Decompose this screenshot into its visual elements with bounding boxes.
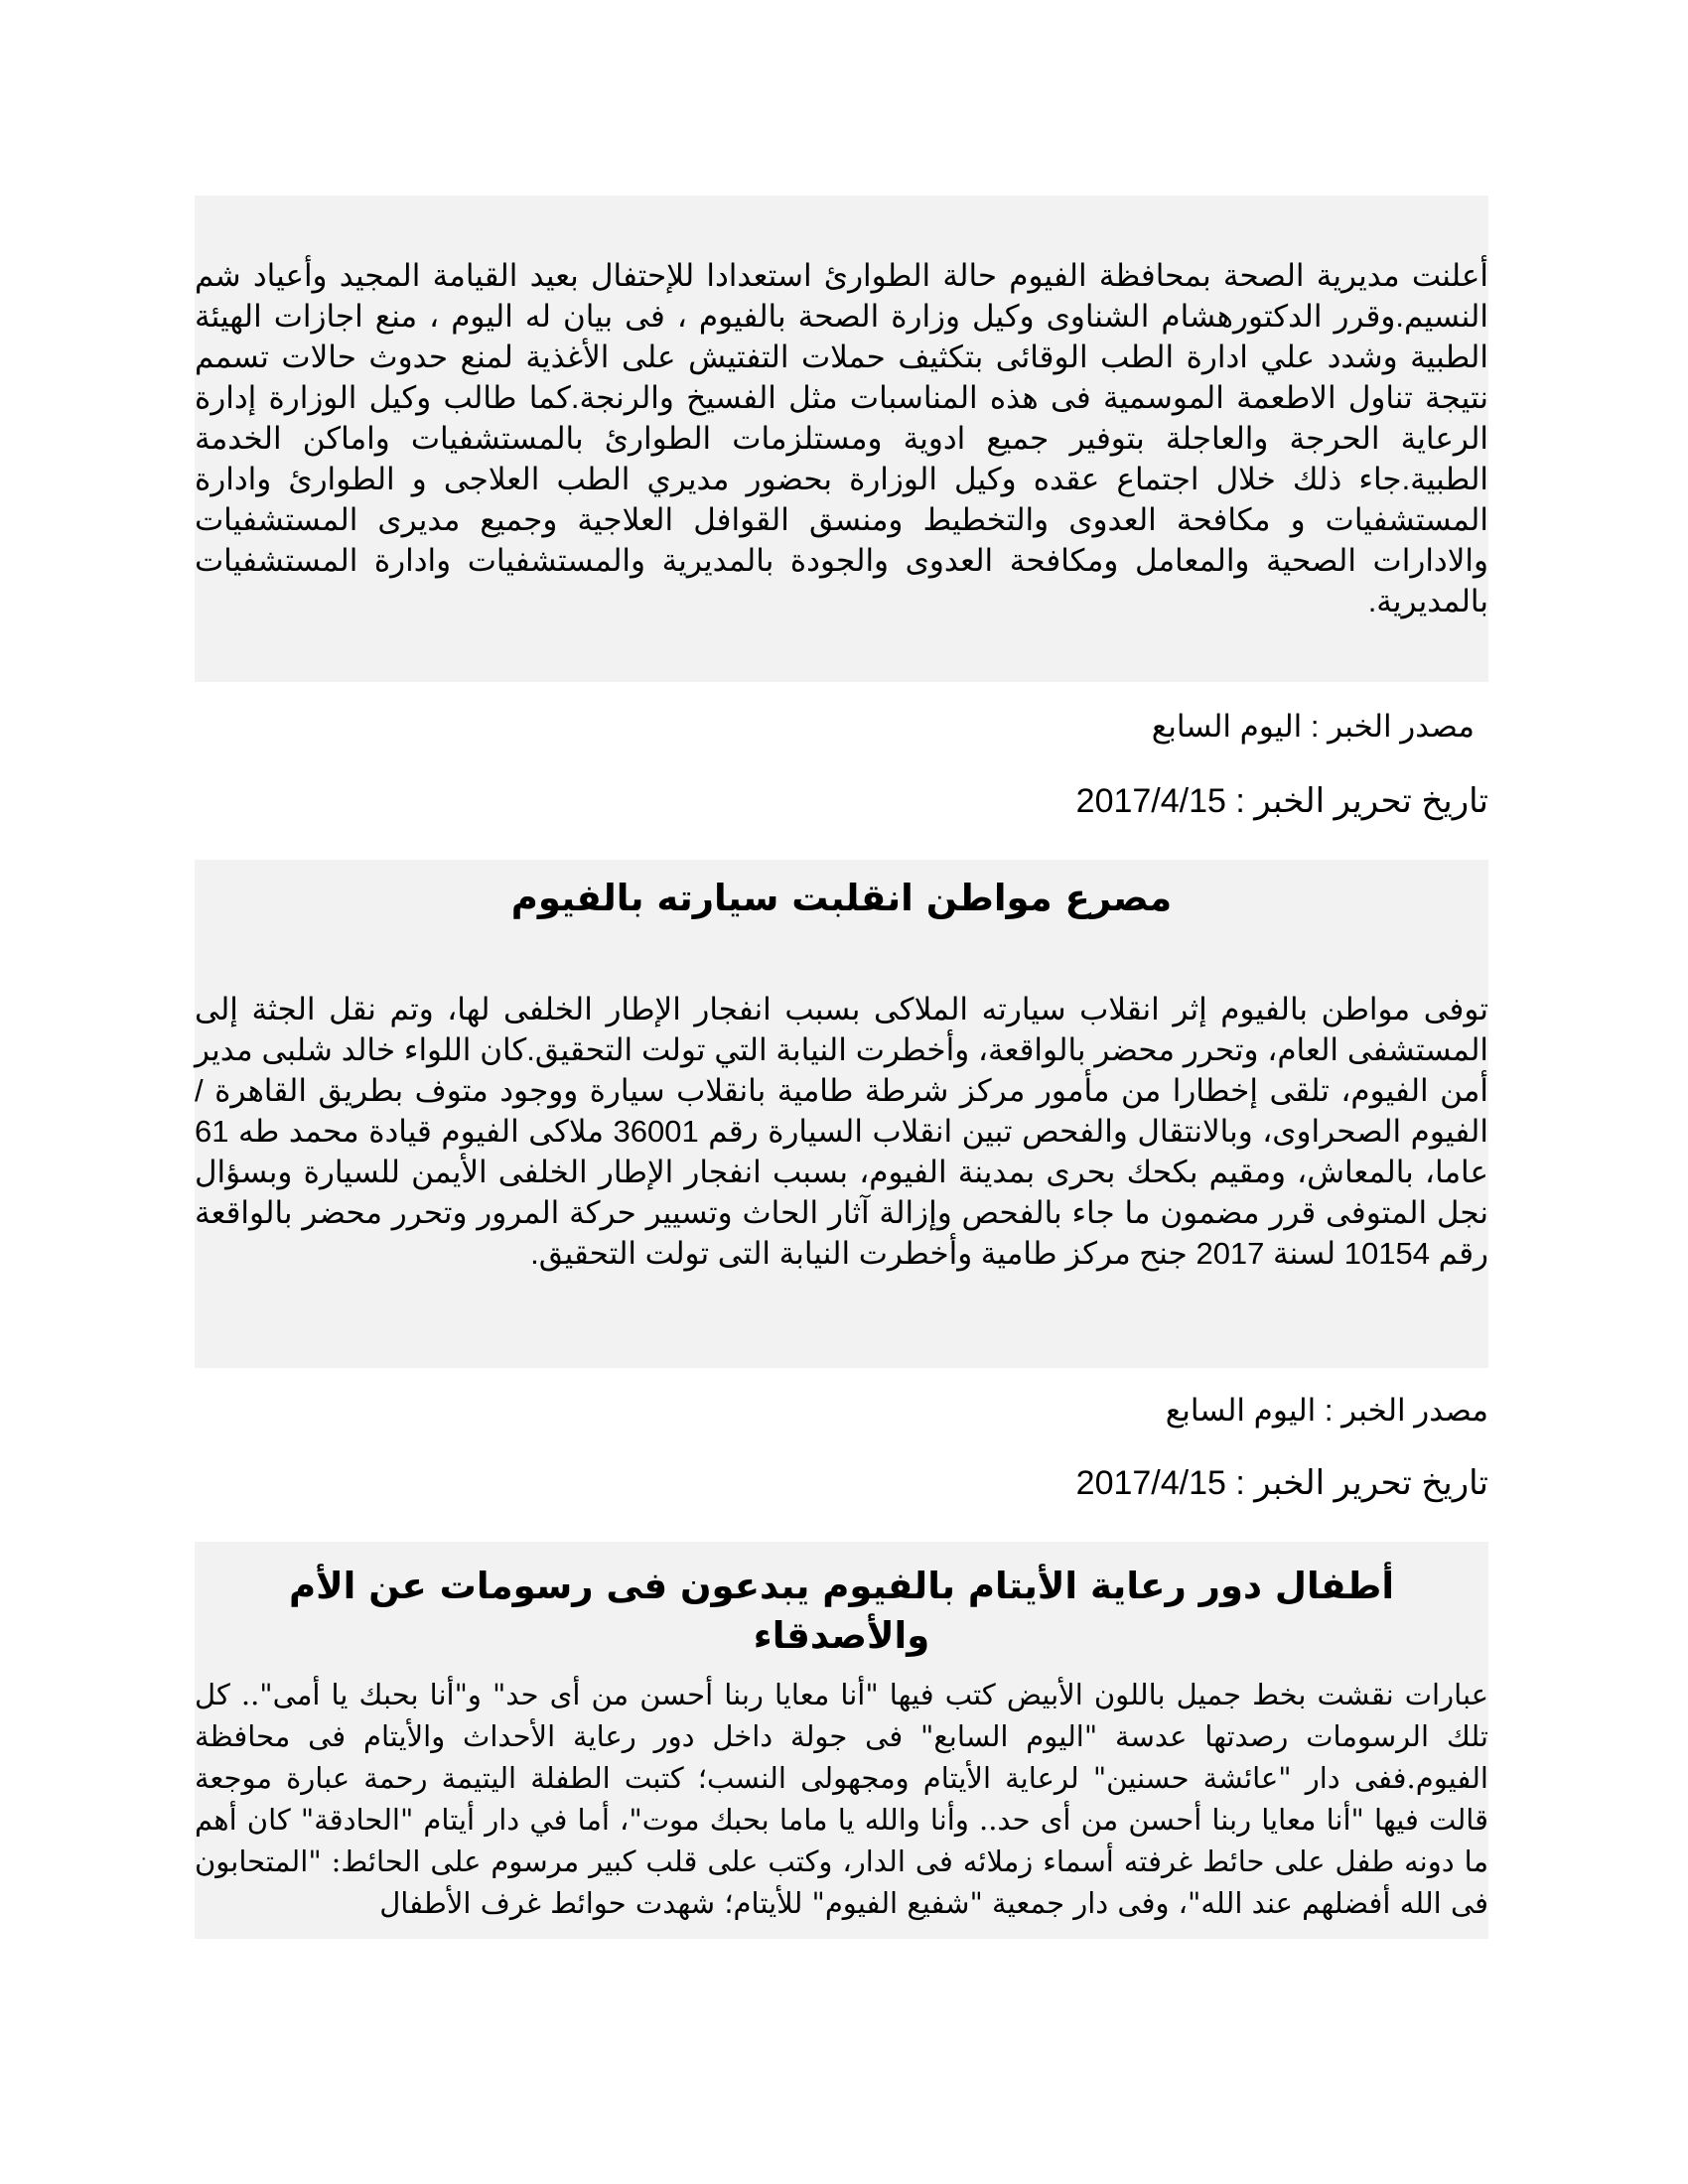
article-1-date-label: تاريخ تحرير الخبر : <box>1235 782 1488 820</box>
article-2-source-label: مصدر الخبر : <box>1324 1393 1488 1428</box>
article-3-body: عبارات نقشت بخط جميل باللون الأبيض كتب فيها "أنا معايا ربنا أحسن من أى حد" و"أنا بحبك يا أمى".. كل تلك الرسومات رصدتها عدسة "اليوم السابع" فى جولة داخل دور رعاية الأحداث والأيتام فى محافظة الفيوم.ففى دار "عائشة حسنين" لرعاية الأيتام ومجهولى النسب؛ كتبت الطفلة اليتيمة رحمة عبارة موجعة قالت فيها "أنا معايا ربنا أحسن من أى حد.. وأنا والله يا ماما بحبك موت"، أما في دار أيتام "الحادقة" كان أهم ما دونه طفل على حائط غرفته أسماء زملائه فى الدار، وكتب على قلب كبير مرسوم على الحائط: "المتحابون فى الله أفضلهم عند الله"، وفى دار جمعية "شفيع الفيوم" للأيتام؛ شهدت حوائط غرف الأطفال <box>195 1678 1488 1920</box>
article-2-source <box>1166 1391 1488 1431</box>
article-2-body: توفى مواطن بالفيوم إثر انقلاب سيارته الملاكى بسبب انفجار الإطار الخلفى لها، وتم نقل الجثة إلى المستشفى العام، وتحرر محضر بالواقعة، وأخطرت النيابة التي تولت التحقيق.كان اللواء خالد شلبى مدير أمن الفيوم، تلقى إخطارا من مأمور مركز شرطة طامية بانقلاب سيارة ووجود متوف بطريق القاهرة / الفيوم الصحراوى، وبالانتقال والفحص تبين انقلاب السيارة رقم 36001 ملاكى الفيوم قيادة محمد طه 61 عاما، بالمعاش، ومقيم بكحك بحرى بمدينة الفيوم، بسبب انفجار الإطار الخلفى الأيمن للسيارة وبسؤال نجل المتوفى قرر مضمون ما جاء بالفحص وإزالة آثار الحاث وتسيير حركة المرور وتحرر محضر بالواقعة رقم 10154 لسنة 2017 جنح مركز طامية وأخطرت النيابة التى تولت التحقيق. <box>195 992 1488 1271</box>
article-2-date-value: 2017/4/15 <box>1075 1464 1226 1502</box>
article-1-body: أعلنت مديرية الصحة بمحافظة الفيوم حالة الطوارئ استعدادا للإحتفال بعيد القيامة المجيد وأعياد شم النسيم.وقرر الدكتورهشام الشناوى وكيل وزارة الصحة بالفيوم ، فى بيان له اليوم ، منع اجازات الهيئة الطبية وشدد علي ادارة الطب الوقائى بتكثيف حملات التفتيش على الأغذية لمنع حدوث حالات تسمم نتيجة تناول الاطعمة الموسمية فى هذه المناسبات مثل الفسيخ والرنجة.كما طالب وكيل الوزارة إدارة الرعاية الحرجة والعاجلة بتوفير جميع ادوية ومستلزمات الطوارئ بالمستشفيات واماكن الخدمة الطبية.جاء ذلك خلال اجتماع عقده وكيل الوزارة بحضور مديري الطب العلاجى و الطوارئ وادارة المستشفيات و مكافحة العدوى والتخطيط ومنسق القوافل العلاجية وجميع مديرى المستشفيات والادارات الصحية والمعامل ومكافحة العدوى والجودة بالمديرية والمستشفيات وادارة المستشفيات بالمديرية. <box>195 258 1488 618</box>
article-3-headline: أطفال دور رعاية الأيتام بالفيوم يبدعون فى رسومات عن الأم والأصدقاء <box>288 1565 1395 1657</box>
article-1-source <box>1152 707 1475 747</box>
article-2-box <box>195 860 1488 1368</box>
article-1-date <box>1076 781 1488 821</box>
article-1-box <box>195 196 1488 682</box>
article-1-date-value: 2017/4/15 <box>1075 782 1226 820</box>
document-page <box>195 0 1488 2184</box>
article-2-date-label: تاريخ تحرير الخبر : <box>1235 1464 1488 1502</box>
article-2-date <box>1076 1463 1488 1503</box>
article-2-headline: مصرع مواطن انقلبت سيارته بالفيوم <box>510 877 1173 919</box>
article-3-box <box>195 1542 1488 1939</box>
article-2-source-value: اليوم السابع <box>1165 1393 1317 1428</box>
article-1-source-label: مصدر الخبر : <box>1310 709 1475 744</box>
article-1-source-value: اليوم السابع <box>1151 709 1303 744</box>
